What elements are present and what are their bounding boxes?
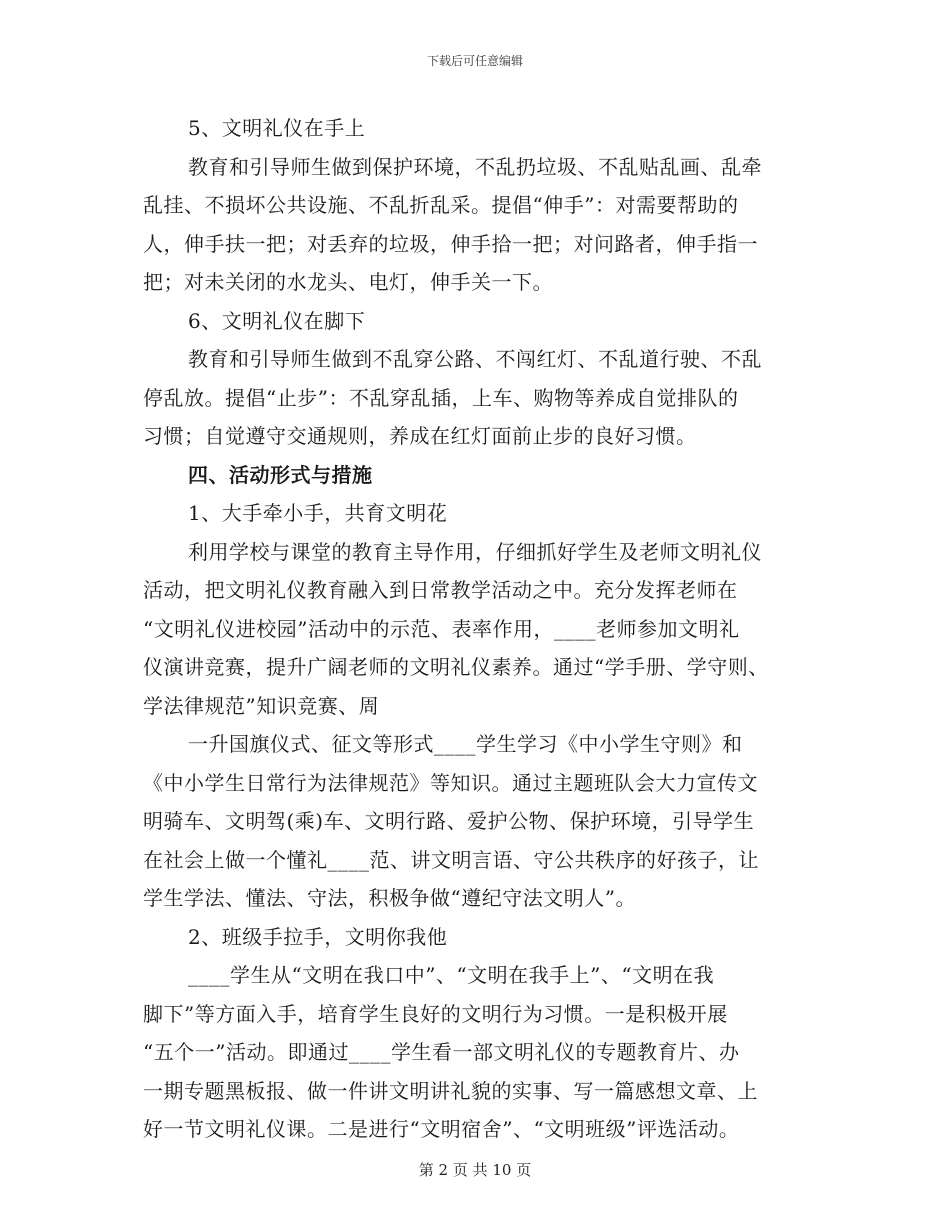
text-line: 好一节文明礼仪课。二是进行“文明宿舍”、“文明班级”评选活动。	[143, 1117, 740, 1141]
text-line: 《中小学生日常行为法律规范》等知识。通过主题班队会大力宣传文	[143, 770, 758, 795]
text-line: 2、班级手拉手，文明你我他	[188, 924, 448, 949]
text-line: “文明礼仪进校园”活动中的示范、表率作用，____老师参加文明礼	[143, 616, 740, 641]
text-line: 教育和引导师生做到不乱穿公路、不闯红灯、不乱道行驶、不乱	[188, 347, 762, 371]
text-line: 仪演讲竞赛，提升广阔老师的文明礼仪素养。通过“学手册、学守则、	[143, 655, 769, 679]
text-line: 乱挂、不损坏公共设施、不乱折乱采。提倡“伸手”：对需要帮助的	[143, 193, 739, 217]
text-line: 教育和引导师生做到保护环境，不乱扔垃圾、不乱贴乱画、乱牵	[188, 154, 762, 179]
text-line: 学法律规范”知识竞赛、周	[143, 693, 380, 718]
text-line: 一升国旗仪式、征文等形式____学生学习《中小学生守则》和	[188, 732, 743, 756]
text-line: 明骑车、文明驾(乘)车、文明行路、爱护公物、保护环境，引导学生	[143, 809, 755, 833]
document-body	[143, 109, 808, 1149]
text-line: ____学生从“文明在我口中”、“文明在我手上”、“文明在我	[188, 963, 715, 987]
text-line: 人，伸手扶一把；对丢弃的垃圾，伸手拾一把；对问路者，伸手指一	[143, 231, 758, 256]
text-line: 在社会上做一个懂礼____范、讲文明言语、守公共秩序的好孩子，让	[143, 847, 759, 872]
text-line: 5、文明礼仪在手上	[188, 116, 366, 140]
text-line: 利用学校与课堂的教育主导作用，仔细抓好学生及老师文明礼仪	[188, 539, 762, 564]
page-header: 下载后可任意编辑	[426, 54, 523, 68]
text-line: 学生学法、懂法、守法，积极争做“遵纪守法文明人”。	[143, 886, 636, 910]
text-line: 一期专题黑板报、做一件讲文明讲礼貌的实事、写一篇感想文章、上	[143, 1078, 758, 1103]
text-line: “五个一”活动。即通过____学生看一部文明礼仪的专题教育片、办	[143, 1040, 740, 1064]
text-line: 6、文明礼仪在脚下	[188, 308, 366, 333]
text-line: 把；对未关闭的水龙头、电灯，伸手关一下。	[143, 270, 553, 294]
page-number-footer: 第 2 页 共 10 页	[418, 1161, 532, 1179]
section-heading: 四、活动形式与措施	[188, 462, 373, 487]
text-line: 1、大手牵小手，共育文明花	[188, 501, 448, 525]
text-line: 脚下”等方面入手，培育学生良好的文明行为习惯。一是积极开展	[143, 1001, 728, 1026]
text-line: 停乱放。提倡“止步”：不乱穿乱插，上车、购物等养成自觉排队的	[143, 385, 739, 410]
text-line: 活动，把文明礼仪教育融入到日常教学活动之中。充分发挥老师在	[143, 578, 738, 602]
text-line: 习惯；自觉遵守交通规则，养成在红灯面前止步的良好习惯。	[143, 424, 697, 448]
